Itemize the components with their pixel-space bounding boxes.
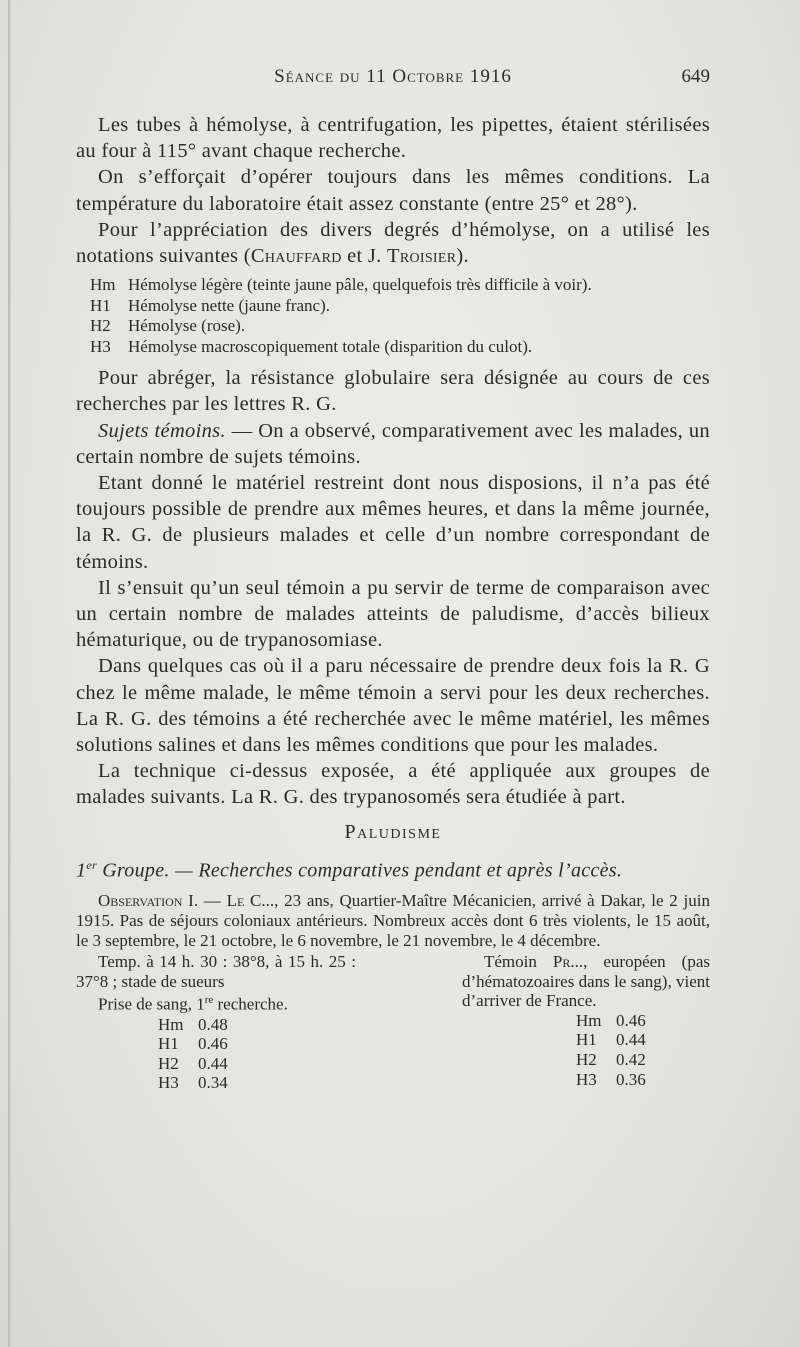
value-row xyxy=(158,1073,356,1093)
notation-row xyxy=(90,337,710,358)
author-name: Troisier xyxy=(387,245,457,268)
value-number: 0.34 xyxy=(198,1073,228,1093)
value-number: 0.48 xyxy=(198,1014,228,1034)
value-key: Hm xyxy=(158,1014,184,1034)
notation-text: Hémolyse légère (teinte jaune pâle, quelquefois très difficile à voir). xyxy=(128,275,592,295)
paragraph-technique: La technique ci-dessus exposée, a été appliquée aux groupes de malades suivants. La R. G. des trypanosomés sera étudiée à part. xyxy=(76,760,710,809)
page-binding-edge xyxy=(8,0,11,1347)
value-row xyxy=(158,1054,356,1074)
value-number: 0.42 xyxy=(616,1050,646,1070)
notation-list xyxy=(90,275,710,357)
patient-column xyxy=(76,952,356,1093)
section-heading: Paludisme xyxy=(344,820,442,843)
page-number: 649 xyxy=(681,66,710,87)
patient-values xyxy=(76,1015,356,1093)
group-label: Groupe. — Recherches comparatives pendant et après l’accès. xyxy=(96,859,623,882)
paragraph-material: Etant donné le matériel restreint dont nous disposions, il n’a pas été toujours possible de prendre aux mêmes heures, et dans la même journée, la R. G. de plusieurs malades et celle d’un nombre correspondant de témoins. xyxy=(76,472,710,573)
text-span: recherche. xyxy=(213,994,288,1014)
value-number: 0.44 xyxy=(198,1053,228,1073)
notation-code: Hm xyxy=(90,275,116,295)
superscript: re xyxy=(204,994,214,1007)
page-body xyxy=(76,112,710,1093)
text-span: Pour l’appréciation des divers degrés d’hémolyse, on a utilisé les notations suivantes ( xyxy=(76,218,710,268)
value-row xyxy=(576,1070,710,1090)
value-row xyxy=(576,1050,710,1070)
text-span: — xyxy=(198,891,227,911)
notation-code: H1 xyxy=(90,295,111,315)
observation-paragraph xyxy=(76,891,710,950)
notation-text: Hémolyse macroscopiquement totale (disparition du culot). xyxy=(128,336,533,356)
group-number: 1 xyxy=(76,859,87,882)
notation-row xyxy=(90,316,710,337)
running-title: Séance du 11 Octobre 1916 xyxy=(274,66,512,87)
group-heading xyxy=(76,852,710,884)
value-row xyxy=(576,1011,710,1031)
observation-label: Observation I. xyxy=(98,891,199,911)
paragraph-rg-abbreviation: Pour abréger, la résistance globulaire sera désignée au cours de ces recherches par les lettres R. G. xyxy=(76,367,710,416)
author-name: Chauffard xyxy=(250,245,342,268)
value-key: H3 xyxy=(158,1073,179,1093)
notation-text: Hémolyse nette (jaune franc). xyxy=(128,295,331,315)
control-values xyxy=(462,1011,710,1089)
value-number: 0.46 xyxy=(198,1034,228,1054)
page-header xyxy=(76,66,710,92)
notation-code: H3 xyxy=(90,336,111,356)
notation-text: Hémolyse (rose). xyxy=(128,316,246,336)
notation-row xyxy=(90,296,710,317)
text-span: , 23 ans, Quartier-Maître Mécanicien, arrivé à Dakar, le 2 juin 1915. Pas de séjours coloniaux antérieurs. Nombreux accès dont 6 très violents, le 15 août, le 3 septembre, le 21 octobre, le 6 novembre, le 21 novembre, le 4 décembre. xyxy=(76,891,710,950)
text-span: — On a observé, comparativement avec les malades, un certain nombre de sujets témoins. xyxy=(76,419,710,468)
notation-code: H2 xyxy=(90,316,111,336)
value-key: H1 xyxy=(158,1034,179,1054)
value-number: 0.46 xyxy=(616,1010,646,1030)
text-span: et J. xyxy=(341,245,388,268)
value-key: Hm xyxy=(576,1010,602,1030)
text-span: , européen (pas d’hématozoaires dans le sang), vient d’arriver de France. xyxy=(462,952,710,1011)
value-key: H2 xyxy=(576,1050,597,1070)
value-row xyxy=(158,1034,356,1054)
paragraph-notations-intro xyxy=(76,217,710,269)
value-key: H2 xyxy=(158,1053,179,1073)
value-key: H1 xyxy=(576,1030,597,1050)
text-span: ). xyxy=(456,245,469,268)
patient-name: Le C... xyxy=(226,891,275,911)
text-span: Prise de sang, 1 xyxy=(98,994,205,1014)
control-column xyxy=(462,952,710,1093)
notation-row xyxy=(90,275,710,296)
paragraph-single-control: Il s’ensuit qu’un seul témoin a pu servir de terme de comparaison avec un certain nombre de malades atteints de paludisme, d’accès bilieux hématurique, ou de trypanosomiase. xyxy=(76,576,710,652)
value-number: 0.44 xyxy=(616,1030,646,1050)
comparison-columns xyxy=(76,952,710,1093)
paragraph-conditions: On s’efforçait d’opérer toujours dans les mêmes conditions. La température du laboratoire était assez constante (entre 25° et 28°). xyxy=(76,166,710,215)
value-row xyxy=(576,1030,710,1050)
value-row xyxy=(158,1015,356,1035)
value-number: 0.36 xyxy=(616,1069,646,1089)
subsection-title: Sujets témoins. xyxy=(98,419,226,442)
group-superscript: er xyxy=(86,857,97,872)
control-intro xyxy=(462,952,710,1011)
paragraph-repeat-measure: Dans quelques cas où il a paru nécessaire de prendre deux fois la R. G chez le même malade, le même témoin a servi pour les deux recherches. La R. G. des témoins a été recherchée avec le même matériel, les mêmes solutions salines et dans les mêmes conditions que pour les malades. xyxy=(76,655,710,757)
patient-intro: Temp. à 14 h. 30 : 38°8, à 15 h. 25 : 37°8 ; stade de sueurs xyxy=(76,952,356,991)
paragraph-control-subjects xyxy=(76,418,710,470)
blood-sample-line xyxy=(76,991,356,1014)
paragraph-sterilization: Les tubes à hémolyse, à centrifugation, les pipettes, étaient stérilisées au four à 115° avant chaque recherche. xyxy=(76,114,710,163)
value-key: H3 xyxy=(576,1069,597,1089)
text-span: Témoin xyxy=(484,952,553,972)
control-name: Pr... xyxy=(552,952,584,972)
